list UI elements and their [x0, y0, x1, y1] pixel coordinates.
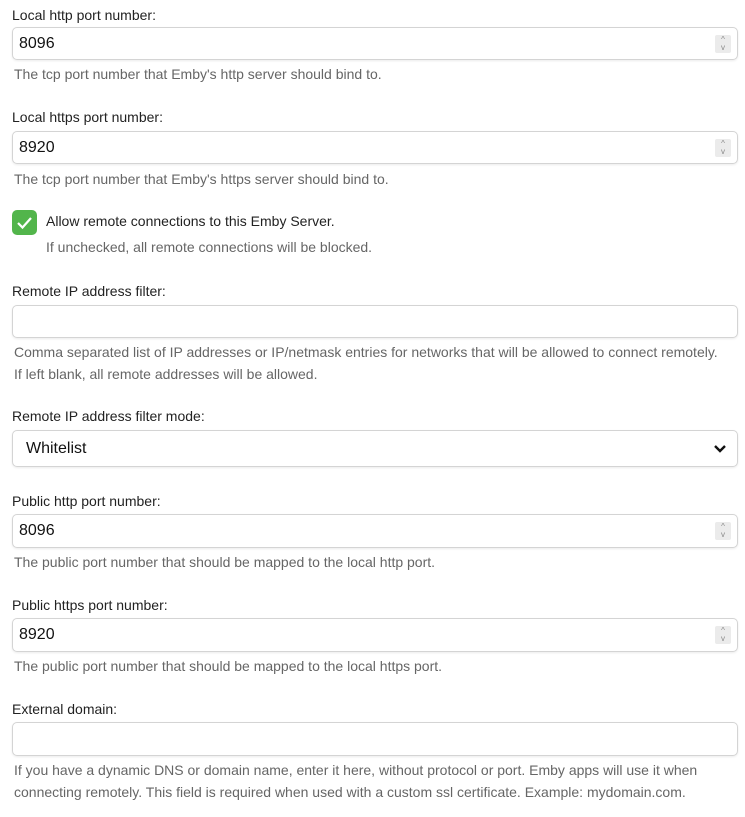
allow-remote-checkbox[interactable] [12, 210, 37, 235]
public-http-port-input[interactable] [12, 514, 738, 548]
external-domain-label: External domain: [12, 701, 118, 717]
chevron-down-icon [713, 441, 727, 455]
public-http-port-label: Public http port number: [12, 493, 161, 509]
allow-remote-description: If unchecked, all remote connections will be blocked. [46, 239, 373, 255]
ip-filter-description: Comma separated list of IP addresses or IP/netmask entries for networks that will be allowed to connect remotely. If left blank, all remote addresses will be allowed. [14, 344, 718, 382]
public-https-port-label: Public https port number: [12, 597, 168, 613]
ip-filter-mode-value: Whitelist [26, 439, 87, 457]
ip-filter-mode-label: Remote IP address filter mode: [12, 408, 205, 424]
allow-remote-label: Allow remote connections to this Emby Server. [46, 213, 335, 229]
ip-filter-mode-select[interactable] [12, 430, 738, 467]
local-https-port-description: The tcp port number that Emby's https server should bind to. [14, 171, 389, 187]
local-http-port-label: Local http port number: [12, 7, 156, 23]
public-https-port-description: The public port number that should be mapped to the local https port. [14, 658, 443, 674]
public-http-port-description: The public port number that should be mapped to the local http port. [14, 554, 436, 570]
spinner-icon[interactable]: ^ v [715, 35, 731, 53]
spinner-icon[interactable]: ^ v [715, 522, 731, 540]
public-https-port-input[interactable] [12, 618, 738, 652]
public-http-port-value: 8096 [19, 522, 55, 539]
ip-filter-input[interactable] [12, 305, 738, 338]
external-domain-description: If you have a dynamic DNS or domain name, enter it here, without protocol or port. Emby apps will use it when connecting remotely. This field is required when used with a custom ssl certificate. Example: mydomain.com. [14, 762, 698, 800]
local-https-port-value: 8920 [19, 138, 55, 156]
checkmark-icon [16, 216, 33, 230]
public-https-port-value: 8920 [19, 626, 55, 643]
local-https-port-label: Local https port number: [12, 109, 163, 125]
local-http-port-description: The tcp port number that Emby's http server should bind to. [14, 66, 382, 82]
local-http-port-input[interactable] [12, 27, 738, 60]
local-http-port-value: 8096 [19, 34, 55, 52]
local-https-port-input[interactable] [12, 131, 738, 164]
spinner-icon[interactable]: ^ v [715, 139, 731, 157]
external-domain-input[interactable] [12, 722, 738, 756]
ip-filter-label: Remote IP address filter: [12, 283, 166, 299]
spinner-icon[interactable]: ^ v [715, 626, 731, 644]
